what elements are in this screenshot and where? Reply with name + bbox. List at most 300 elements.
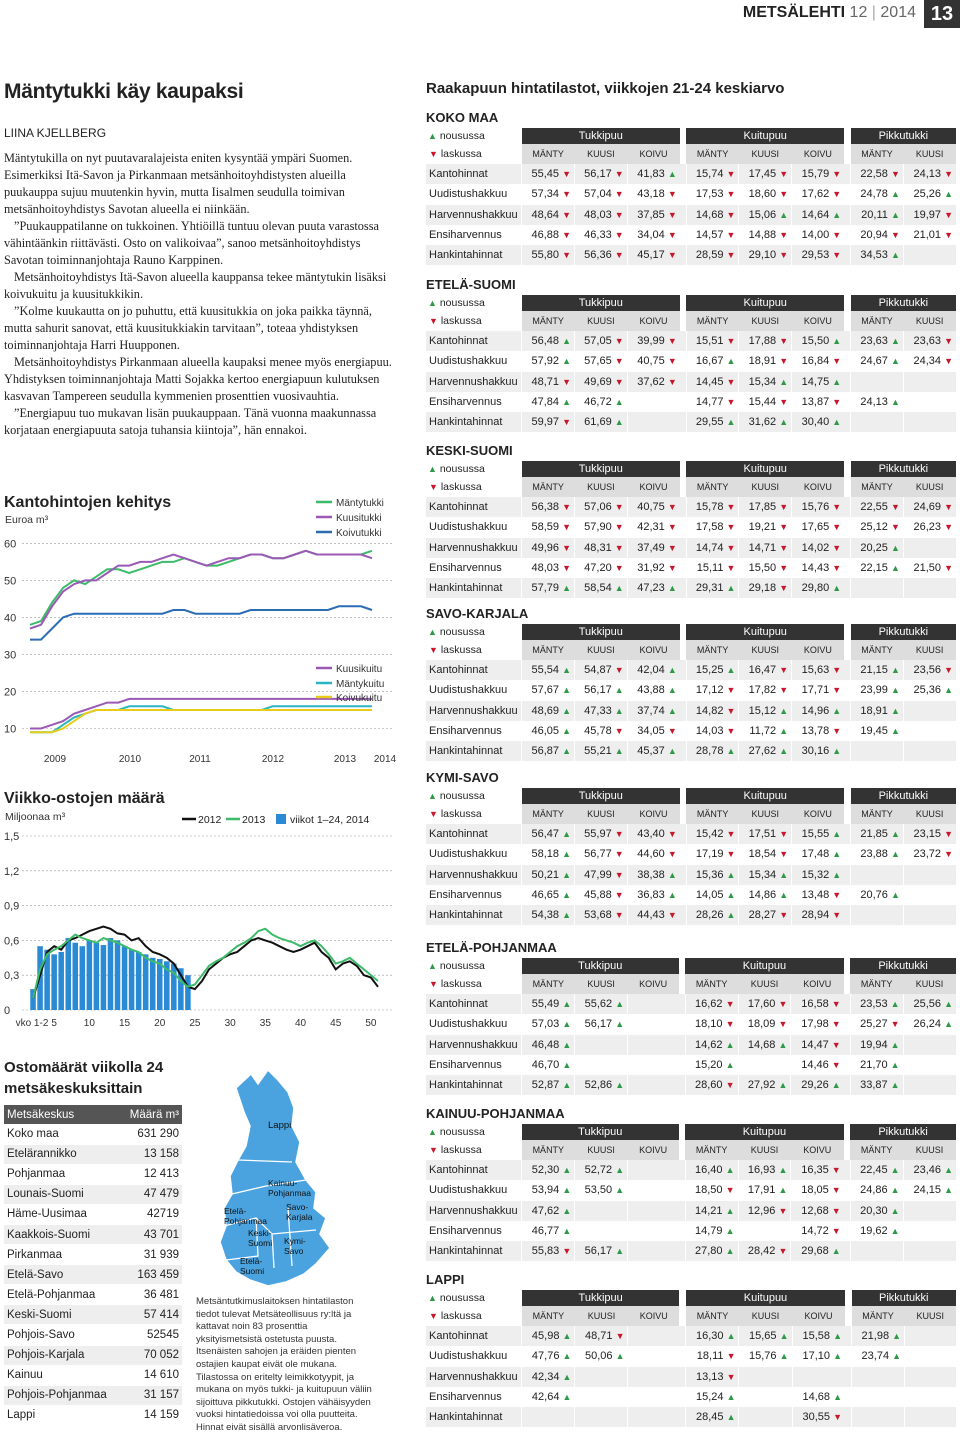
row-label: Hankintahinnat bbox=[426, 1241, 522, 1261]
price-chart-svg bbox=[0, 492, 400, 772]
price-cell: 14,86 ▲ bbox=[739, 885, 792, 905]
price-cell: 14,46 ▼ bbox=[791, 1055, 844, 1075]
price-cell bbox=[903, 1201, 956, 1221]
price-cell bbox=[628, 994, 679, 1014]
price-cell: 46,65 ▲ bbox=[522, 885, 575, 905]
price-cell: 34,04 ▼ bbox=[627, 225, 680, 245]
price-cell: 57,65 ▼ bbox=[575, 351, 628, 371]
table-row bbox=[426, 1387, 956, 1407]
price-cell: 45,17 ▼ bbox=[627, 245, 680, 265]
price-cell: 17,62 ▼ bbox=[792, 184, 845, 204]
price-cell: 19,97 ▼ bbox=[903, 205, 956, 225]
price-cell bbox=[628, 1035, 679, 1055]
table-row bbox=[426, 164, 956, 184]
price-cell bbox=[628, 1241, 679, 1261]
price-cell: 42,64 ▲ bbox=[522, 1387, 575, 1407]
bar-2014 bbox=[129, 950, 135, 1010]
legend-label: Koivutukki bbox=[336, 528, 382, 539]
bar-2014 bbox=[65, 938, 71, 1010]
price-cell: 18,09 ▼ bbox=[738, 1014, 791, 1034]
price-cell: 28,42 ▼ bbox=[738, 1241, 791, 1261]
map-label-etela-pohjanmaa: Etelä-Pohjanmaa bbox=[224, 1206, 268, 1226]
price-cell: 14,75 ▲ bbox=[792, 372, 845, 392]
price-cell: 11,72 ▲ bbox=[739, 721, 792, 741]
price-cell: 24,86 ▲ bbox=[850, 1180, 903, 1200]
species-header: MÄNTY bbox=[686, 640, 739, 660]
region-volume: 42719 bbox=[121, 1204, 182, 1224]
row-label: Hankintahinnat bbox=[426, 245, 522, 265]
region-title: ETELÄ-SUOMI bbox=[426, 277, 516, 292]
group-kuitupuu: Kuitupuu bbox=[686, 128, 844, 144]
species-header: KOIVU bbox=[627, 804, 680, 824]
price-cell: 56,77 ▼ bbox=[575, 844, 628, 864]
legend-down: ▼ laskussa bbox=[429, 148, 482, 161]
price-cell bbox=[903, 885, 956, 905]
price-cell: 19,62 ▲ bbox=[850, 1221, 903, 1241]
row-label: Hankintahinnat bbox=[426, 1075, 522, 1095]
article-paragraph: ”Puukauppatilanne on tukkoinen. Yhtiöillä tuntuu olevan puuta varastossa vähintäänkin riittävästi. Osto on valikoivaa”, sanoo metsänhoitoyhdistys Savotan toiminnanjohtaja Rauno Karppinen. bbox=[4, 219, 379, 267]
species-header: KOIVU bbox=[628, 974, 679, 994]
row-label: Ensiharvennus bbox=[429, 1390, 502, 1403]
species-header: KOIVU bbox=[791, 974, 844, 994]
price-cell: 20,94 ▼ bbox=[851, 225, 904, 245]
price-cell: 28,59 ▼ bbox=[686, 245, 739, 265]
price-cell: 17,88 ▼ bbox=[739, 331, 792, 351]
price-cell bbox=[628, 1387, 679, 1407]
legend-up: ▲ nousussa bbox=[428, 626, 485, 638]
species-header: KUUSI bbox=[903, 804, 956, 824]
price-cell: 17,98 ▼ bbox=[791, 1014, 844, 1034]
price-cell: 29,18 ▼ bbox=[739, 578, 792, 598]
price-cell: 17,65 ▼ bbox=[792, 517, 845, 537]
region-volume: 43 701 bbox=[121, 1224, 182, 1244]
row-label: Uudistushakkuu bbox=[429, 1018, 508, 1031]
x-tick-label: 10 bbox=[83, 1018, 95, 1029]
legend-up: ▲ nousussa bbox=[428, 790, 485, 802]
price-cell: 47,76 ▲ bbox=[522, 1346, 575, 1366]
row-label: Kantohinnat bbox=[426, 1160, 522, 1180]
species-header: KOIVU bbox=[627, 311, 680, 331]
price-cell: 20,76 ▲ bbox=[851, 885, 904, 905]
table-row bbox=[426, 578, 956, 598]
region-name: Lappi bbox=[4, 1405, 121, 1425]
region-name: Keski-Suomi bbox=[4, 1305, 121, 1325]
price-cell: 46,48 ▲ bbox=[522, 1035, 575, 1055]
price-cell bbox=[903, 245, 956, 265]
price-cell bbox=[628, 1201, 679, 1221]
price-cell bbox=[628, 1180, 679, 1200]
legend-label: Mäntytukki bbox=[336, 498, 384, 509]
price-cell bbox=[903, 721, 956, 741]
price-cell: 17,60 ▼ bbox=[738, 994, 791, 1014]
table-row bbox=[4, 1365, 182, 1385]
region-volume: 70 052 bbox=[121, 1345, 182, 1365]
price-cell bbox=[903, 412, 956, 432]
price-cell: 16,40 ▲ bbox=[685, 1160, 738, 1180]
price-cell bbox=[903, 1055, 956, 1075]
price-cell: 38,38 ▲ bbox=[627, 865, 680, 885]
region-kainuu-pohjanmaa bbox=[426, 1106, 956, 1261]
price-cell: 29,53 ▼ bbox=[792, 245, 845, 265]
bar-2014 bbox=[185, 975, 191, 1010]
magazine-title: METSÄLEHTI 12 | 2014 bbox=[742, 4, 916, 21]
price-cell bbox=[522, 1407, 575, 1427]
price-cell: 15,50 ▲ bbox=[792, 331, 845, 351]
y-tick-label: 1,5 bbox=[4, 831, 20, 843]
table-row bbox=[426, 741, 956, 761]
price-cell: 41,83 ▲ bbox=[627, 164, 680, 184]
price-cell: 14,82 ▼ bbox=[686, 701, 739, 721]
price-cell: 14,00 ▼ bbox=[792, 225, 845, 245]
purchase-chart-unit: Miljoonaa m³ bbox=[5, 811, 66, 823]
price-cell: 14,71 ▼ bbox=[739, 538, 792, 558]
price-cell: 15,12 ▲ bbox=[739, 701, 792, 721]
price-cell: 57,06 ▼ bbox=[575, 497, 628, 517]
region-volume: 47 479 bbox=[121, 1184, 182, 1204]
price-cell: 14,68 ▲ bbox=[792, 1387, 845, 1407]
price-cell bbox=[627, 392, 680, 412]
table-row bbox=[4, 1345, 182, 1365]
price-cell: 13,48 ▼ bbox=[792, 885, 845, 905]
price-cell bbox=[903, 372, 956, 392]
price-cell: 17,12 ▼ bbox=[686, 680, 739, 700]
price-cell: 15,25 ▲ bbox=[686, 660, 739, 680]
table-row bbox=[426, 205, 956, 225]
y-tick-label: 10 bbox=[4, 723, 17, 736]
bar-2014 bbox=[115, 940, 121, 1010]
price-cell: 14,77 ▼ bbox=[686, 392, 739, 412]
price-cell: 53,68 ▼ bbox=[575, 905, 628, 925]
price-cell: 18,60 ▼ bbox=[739, 184, 792, 204]
price-cell bbox=[628, 1346, 679, 1366]
table-row bbox=[4, 1164, 182, 1184]
price-cell bbox=[628, 1367, 679, 1387]
price-cell bbox=[851, 372, 904, 392]
price-cell: 20,30 ▲ bbox=[850, 1201, 903, 1221]
price-cell: 21,85 ▲ bbox=[851, 824, 904, 844]
price-cell: 15,36 ▲ bbox=[686, 865, 739, 885]
legend-label: Koivukuitu bbox=[336, 693, 383, 704]
price-cell bbox=[627, 412, 680, 432]
price-cell: 56,47 ▲ bbox=[522, 824, 575, 844]
price-cell bbox=[739, 1387, 792, 1407]
region-name: Pohjois-Savo bbox=[4, 1325, 121, 1345]
group-pikkutukki: Pikkutukki bbox=[851, 128, 956, 144]
region-volume: 163 459 bbox=[121, 1265, 182, 1285]
price-cell: 29,31 ▲ bbox=[686, 578, 739, 598]
price-cell: 49,96 ▼ bbox=[522, 538, 575, 558]
price-cell: 15,55 ▲ bbox=[792, 824, 845, 844]
table-row bbox=[426, 392, 956, 412]
price-cell: 48,03 ▼ bbox=[522, 558, 575, 578]
series-line-koivukuitu bbox=[30, 710, 372, 732]
price-cell: 27,80 ▲ bbox=[685, 1241, 738, 1261]
price-cell: 15,06 ▲ bbox=[739, 205, 792, 225]
price-cell bbox=[903, 741, 956, 761]
y-tick-label: 50 bbox=[4, 575, 17, 588]
price-cell: 33,87 ▲ bbox=[850, 1075, 903, 1095]
article-paragraph: Metsänhoitoyhdistys Pirkanmaan alueella kaupaksi menee myös energiapuu. Yhdistyksen toiminnanjohtaja Matti Sojakka kertoo energiapuun kulutuksen kasvavan Tampereen seudulla kymmenien prosenttien vuosivauhtia. bbox=[4, 355, 392, 403]
x-tick-label: 2014 bbox=[373, 754, 397, 765]
table-row bbox=[4, 1184, 182, 1204]
x-tick-label: 30 bbox=[224, 1018, 236, 1029]
price-cell bbox=[628, 1407, 679, 1427]
y-tick-label: 40 bbox=[4, 612, 17, 625]
price-cell: 20,11 ▲ bbox=[851, 205, 904, 225]
price-cell: 21,98 ▲ bbox=[852, 1326, 905, 1346]
price-cell: 40,75 ▼ bbox=[627, 351, 680, 371]
species-header: MÄNTY bbox=[522, 1306, 575, 1326]
region-name: Pohjois-Karjala bbox=[4, 1345, 121, 1365]
x-tick-label: 2012 bbox=[261, 754, 285, 765]
region-name: Häme-Uusimaa bbox=[4, 1204, 121, 1224]
y-tick-label: 60 bbox=[4, 538, 17, 551]
price-cell: 24,13 ▼ bbox=[903, 164, 956, 184]
group-kuitupuu: Kuitupuu bbox=[686, 1290, 845, 1306]
row-label: Harvennushakkuu bbox=[426, 701, 522, 721]
price-cell: 48,69 ▲ bbox=[522, 701, 575, 721]
price-cell: 23,56 ▼ bbox=[903, 660, 956, 680]
price-cell: 52,30 ▲ bbox=[522, 1160, 575, 1180]
region-title: KOKO MAA bbox=[426, 110, 499, 125]
price-cell bbox=[792, 1367, 845, 1387]
price-cell: 17,71 ▼ bbox=[792, 680, 845, 700]
price-cell: 29,68 ▲ bbox=[791, 1241, 844, 1261]
price-cell bbox=[903, 1075, 956, 1095]
species-header: MÄNTY bbox=[852, 1306, 905, 1326]
map-label-lappi: Lappi bbox=[268, 1120, 292, 1131]
region-name: Koko maa bbox=[4, 1124, 121, 1144]
price-cell: 55,83 ▼ bbox=[522, 1241, 575, 1261]
species-header: KOIVU bbox=[627, 144, 680, 164]
price-cell bbox=[739, 1367, 792, 1387]
article bbox=[4, 80, 392, 439]
article-title: Mäntytukki käy kaupaksi bbox=[4, 80, 244, 103]
price-cell bbox=[851, 905, 904, 925]
price-cell: 15,11 ▼ bbox=[686, 558, 739, 578]
row-label: Harvennushakkuu bbox=[426, 865, 522, 885]
group-kuitupuu: Kuitupuu bbox=[685, 1124, 844, 1140]
price-cell: 57,92 ▲ bbox=[522, 351, 575, 371]
price-cell: 48,31 ▼ bbox=[575, 538, 628, 558]
row-label: Harvennushakkuu bbox=[426, 1201, 522, 1221]
price-cell: 42,34 ▲ bbox=[522, 1367, 575, 1387]
price-cell: 15,74 ▼ bbox=[686, 164, 739, 184]
table-row bbox=[426, 225, 956, 245]
price-chart-title: Kantohintojen kehitys bbox=[4, 494, 172, 511]
table-row bbox=[426, 1346, 956, 1366]
price-cell: 42,31 ▼ bbox=[627, 517, 680, 537]
species-header: MÄNTY bbox=[851, 144, 904, 164]
region-savo-karjala bbox=[426, 606, 956, 761]
price-cell: 46,72 ▲ bbox=[575, 392, 628, 412]
row-label: Kantohinnat bbox=[426, 660, 522, 680]
price-cell: 14,57 ▼ bbox=[686, 225, 739, 245]
region-title: LAPPI bbox=[426, 1272, 465, 1287]
ostot-table bbox=[4, 1105, 182, 1426]
table-row bbox=[426, 1407, 956, 1427]
price-cell: 19,94 ▲ bbox=[850, 1035, 903, 1055]
series-line-koivutukki bbox=[30, 606, 372, 639]
species-header: KUUSI bbox=[739, 311, 792, 331]
species-header: KUUSI bbox=[905, 1306, 956, 1326]
row-label: Hankintahinnat bbox=[426, 412, 522, 432]
price-cell bbox=[905, 1407, 956, 1427]
price-cell: 57,67 ▲ bbox=[522, 680, 575, 700]
table-row bbox=[426, 372, 956, 392]
table-row bbox=[426, 558, 956, 578]
group-tukkipuu: Tukkipuu bbox=[522, 1124, 679, 1140]
species-header: KUUSI bbox=[739, 804, 792, 824]
species-header: KUUSI bbox=[739, 1306, 792, 1326]
species-header: KUUSI bbox=[903, 311, 956, 331]
price-cell bbox=[575, 1035, 628, 1055]
price-cell: 42,04 ▲ bbox=[627, 660, 680, 680]
price-cell: 25,12 ▼ bbox=[851, 517, 904, 537]
table-row bbox=[426, 351, 956, 371]
price-cell: 13,78 ▼ bbox=[792, 721, 845, 741]
species-header: MÄNTY bbox=[522, 640, 575, 660]
price-cell: 52,72 ▲ bbox=[575, 1160, 628, 1180]
price-cell: 59,97 ▼ bbox=[522, 412, 575, 432]
table-row bbox=[426, 331, 956, 351]
region-name: Lounais-Suomi bbox=[4, 1184, 121, 1204]
price-cell: 21,15 ▲ bbox=[851, 660, 904, 680]
species-header: KUUSI bbox=[575, 640, 628, 660]
price-cell: 15,76 ▼ bbox=[792, 497, 845, 517]
species-header: KUUSI bbox=[903, 974, 956, 994]
price-cell: 15,76 ▲ bbox=[739, 1346, 792, 1366]
price-cell: 56,17 ▲ bbox=[575, 680, 628, 700]
region-title: KAINUU-POHJANMAA bbox=[426, 1106, 565, 1121]
group-tukkipuu: Tukkipuu bbox=[522, 128, 680, 144]
price-cell: 13,87 ▼ bbox=[792, 392, 845, 412]
price-cell: 45,98 ▲ bbox=[522, 1326, 575, 1346]
price-cell: 15,79 ▼ bbox=[792, 164, 845, 184]
price-cell: 56,36 ▼ bbox=[575, 245, 628, 265]
article-paragraph: Mäntytukilla on nyt puutavaralajeista eniten kysyntää ympäri Suomen. Esimerkiksi Itä-Savon ja Pirkanmaan metsänhoitoyhdistysten alueilla puukauppa sujuu muutenkin hyvin, mutta Iisalmen seudulla toimivan metsänhoitoyhdistys Savotan alueella ei niinkään. bbox=[4, 151, 353, 216]
price-cell: 58,54 ▲ bbox=[575, 578, 628, 598]
price-cell: 54,38 ▲ bbox=[522, 905, 575, 925]
price-cell: 29,26 ▲ bbox=[791, 1075, 844, 1095]
species-header: KUUSI bbox=[738, 1140, 791, 1160]
row-label: Kantohinnat bbox=[426, 497, 522, 517]
price-cell: 23,72 ▼ bbox=[903, 844, 956, 864]
price-cell: 15,65 ▲ bbox=[739, 1326, 792, 1346]
species-header: KUUSI bbox=[903, 477, 956, 497]
table-row bbox=[426, 412, 956, 432]
table-row bbox=[4, 1245, 182, 1265]
row-label: Uudistushakkuu bbox=[429, 1184, 508, 1197]
price-cell: 15,51 ▼ bbox=[686, 331, 739, 351]
price-chart bbox=[0, 492, 400, 772]
price-cell: 22,55 ▼ bbox=[851, 497, 904, 517]
region-volume: 631 290 bbox=[121, 1124, 182, 1144]
species-header: KUUSI bbox=[575, 477, 628, 497]
price-cell: 17,19 ▼ bbox=[686, 844, 739, 864]
species-header: KUUSI bbox=[575, 311, 628, 331]
price-cell: 23,15 ▼ bbox=[903, 824, 956, 844]
species-header: KUUSI bbox=[575, 1140, 628, 1160]
region-title: KYMI-SAVO bbox=[426, 770, 499, 785]
region-keski-suomi bbox=[426, 443, 956, 598]
price-cell: 47,23 ▲ bbox=[627, 578, 680, 598]
row-label: Uudistushakkuu bbox=[429, 188, 508, 201]
species-header: MÄNTY bbox=[851, 804, 904, 824]
species-header: MÄNTY bbox=[522, 1140, 575, 1160]
table-row bbox=[4, 1204, 182, 1224]
price-cell: 48,03 ▼ bbox=[575, 205, 628, 225]
price-cell: 24,78 ▲ bbox=[851, 184, 904, 204]
row-label: Harvennushakkuu bbox=[426, 372, 522, 392]
region-volume: 12 413 bbox=[121, 1164, 182, 1184]
legend-down: ▼ laskussa bbox=[429, 315, 482, 328]
price-cell: 22,15 ▲ bbox=[851, 558, 904, 578]
x-tick-label: 35 bbox=[259, 1018, 271, 1029]
price-cell: 30,16 ▲ bbox=[792, 741, 845, 761]
price-cell: 30,55 ▼ bbox=[792, 1407, 845, 1427]
price-cell: 52,87 ▲ bbox=[522, 1075, 575, 1095]
price-cell: 17,53 ▼ bbox=[686, 184, 739, 204]
price-cell: 14,68 ▲ bbox=[738, 1035, 791, 1055]
y-tick-label: 0 bbox=[4, 1005, 11, 1017]
species-header: MÄNTY bbox=[686, 1306, 739, 1326]
price-cell: 46,05 ▲ bbox=[522, 721, 575, 741]
region-name: Etelärannikko bbox=[4, 1144, 121, 1164]
price-chart-unit: Euroa m³ bbox=[5, 514, 49, 526]
region-name: Pirkanmaa bbox=[4, 1245, 121, 1265]
species-header: KUUSI bbox=[575, 144, 628, 164]
table-row bbox=[426, 1201, 956, 1221]
page-header bbox=[0, 0, 960, 28]
group-pikkutukki: Pikkutukki bbox=[851, 295, 956, 311]
price-cell: 55,45 ▼ bbox=[522, 164, 575, 184]
price-cell: 23,63 ▼ bbox=[903, 331, 956, 351]
bar-2014 bbox=[58, 952, 64, 1010]
price-cell bbox=[851, 741, 904, 761]
table-row bbox=[426, 1160, 956, 1180]
table-row bbox=[426, 1221, 956, 1241]
species-header: KUUSI bbox=[903, 640, 956, 660]
price-cell bbox=[628, 1326, 679, 1346]
price-cell: 31,62 ▲ bbox=[739, 412, 792, 432]
row-label: Hankintahinnat bbox=[426, 1407, 522, 1427]
table-row bbox=[426, 1326, 956, 1346]
species-header: KUUSI bbox=[739, 640, 792, 660]
row-label: Uudistushakkuu bbox=[429, 355, 508, 368]
species-header: MÄNTY bbox=[851, 640, 904, 660]
group-tukkipuu: Tukkipuu bbox=[522, 788, 680, 804]
species-header: KOIVU bbox=[792, 477, 845, 497]
price-cell: 47,33 ▲ bbox=[575, 701, 628, 721]
price-cell: 12,96 ▼ bbox=[738, 1201, 791, 1221]
price-cell: 17,82 ▼ bbox=[739, 680, 792, 700]
price-cell: 18,05 ▼ bbox=[791, 1180, 844, 1200]
region-name: Etelä-Pohjanmaa bbox=[4, 1285, 121, 1305]
row-label: Uudistushakkuu bbox=[429, 1350, 508, 1363]
y-tick-label: 0,3 bbox=[4, 970, 20, 983]
species-header: MÄNTY bbox=[522, 144, 575, 164]
price-cell bbox=[628, 1075, 679, 1095]
price-cell bbox=[738, 1055, 791, 1075]
table-row bbox=[426, 680, 956, 700]
table-row bbox=[426, 865, 956, 885]
price-cell: 15,20 ▲ bbox=[685, 1055, 738, 1075]
group-pikkutukki: Pikkutukki bbox=[851, 461, 956, 477]
table-row bbox=[426, 517, 956, 537]
price-cell bbox=[903, 1241, 956, 1261]
price-cell: 57,05 ▼ bbox=[575, 331, 628, 351]
